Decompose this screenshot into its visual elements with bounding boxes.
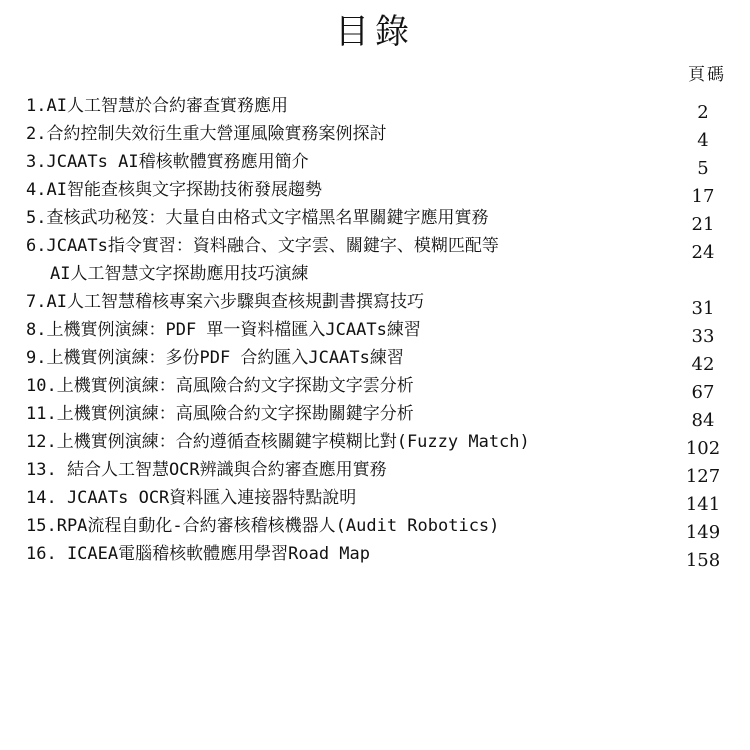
toc-entry-page: 4 [697,130,709,151]
toc-entry-page: 141 [685,494,721,515]
toc-entry [26,372,726,403]
toc-entry-title: 14. JCAATs OCR資料匯入連接器特點說明 [26,488,357,508]
toc-entry [26,288,726,319]
toc-entry-title-continuation: AI人工智慧文字探勘應用技巧演練 [50,264,309,284]
toc-entry-page: 5 [697,158,709,179]
toc-entry-page: 42 [691,354,715,375]
table-of-contents [26,92,726,571]
toc-entry-page: 17 [691,186,715,207]
toc-entry-title: 4.AI智能查核與文字探勘技術發展趨勢 [26,180,322,200]
toc-entry-title: 5.查核武功秘笈：大量自由格式文字檔黑名單關鍵字應用實務 [26,208,489,228]
toc-entry-page: 102 [685,438,721,459]
toc-entry [26,148,726,179]
toc-entry-page: 21 [691,214,715,235]
toc-entry-title: 3.JCAATs AI稽核軟體實務應用簡介 [26,152,309,172]
toc-entry-page: 127 [685,466,721,487]
page-number-column-header: 頁碼 [688,65,726,85]
toc-entry-page: 158 [685,550,721,571]
toc-entry [26,428,726,459]
toc-entry [26,120,726,151]
toc-entry-page: 31 [691,298,715,319]
toc-entry [26,204,726,235]
toc-entry [26,232,726,288]
toc-entry-title: 13. 結合人工智慧OCR辨識與合約審查應用實務 [26,460,387,480]
toc-entry-title: 16. ICAEA電腦稽核軟體應用學習Road Map [26,544,370,564]
toc-entry-title: 10.上機實例演練：高風險合約文字探勘文字雲分析 [26,376,414,396]
toc-entry-title: 12.上機實例演練：合約遵循查核關鍵字模糊比對(Fuzzy Match) [26,432,530,452]
toc-entry [26,484,726,515]
toc-entry-title: 8.上機實例演練：PDF 單一資料檔匯入JCAATs練習 [26,320,421,340]
toc-entry-page: 2 [697,102,709,123]
toc-entry-page: 24 [691,242,715,263]
toc-entry [26,316,726,347]
toc-entry [26,540,726,571]
toc-entry-page: 67 [691,382,715,403]
toc-entry-page: 149 [685,522,721,543]
toc-entry [26,344,726,375]
toc-entry [26,512,726,543]
toc-entry-title: 9.上機實例演練：多份PDF 合約匯入JCAATs練習 [26,348,404,368]
toc-entry [26,400,726,431]
toc-entry-title: 7.AI人工智慧稽核專案六步驟與查核規劃書撰寫技巧 [26,292,424,312]
toc-entry-title: 1.AI人工智慧於合約審查實務應用 [26,96,288,116]
toc-entry-page: 33 [691,326,715,347]
toc-title: 目錄 [335,12,415,52]
toc-entry [26,176,726,207]
toc-entry-page: 84 [691,410,715,431]
toc-entry-title: 15.RPA流程自動化-合約審核稽核機器人(Audit Robotics) [26,516,500,536]
toc-entry-title: 11.上機實例演練：高風險合約文字探勘關鍵字分析 [26,404,414,424]
toc-entry [26,456,726,487]
toc-entry-title: 6.JCAATs指令實習：資料融合、文字雲、關鍵字、模糊匹配等 [26,236,499,256]
toc-entry [26,92,726,123]
toc-entry-title: 2.合約控制失效衍生重大營運風險實務案例探討 [26,124,387,144]
